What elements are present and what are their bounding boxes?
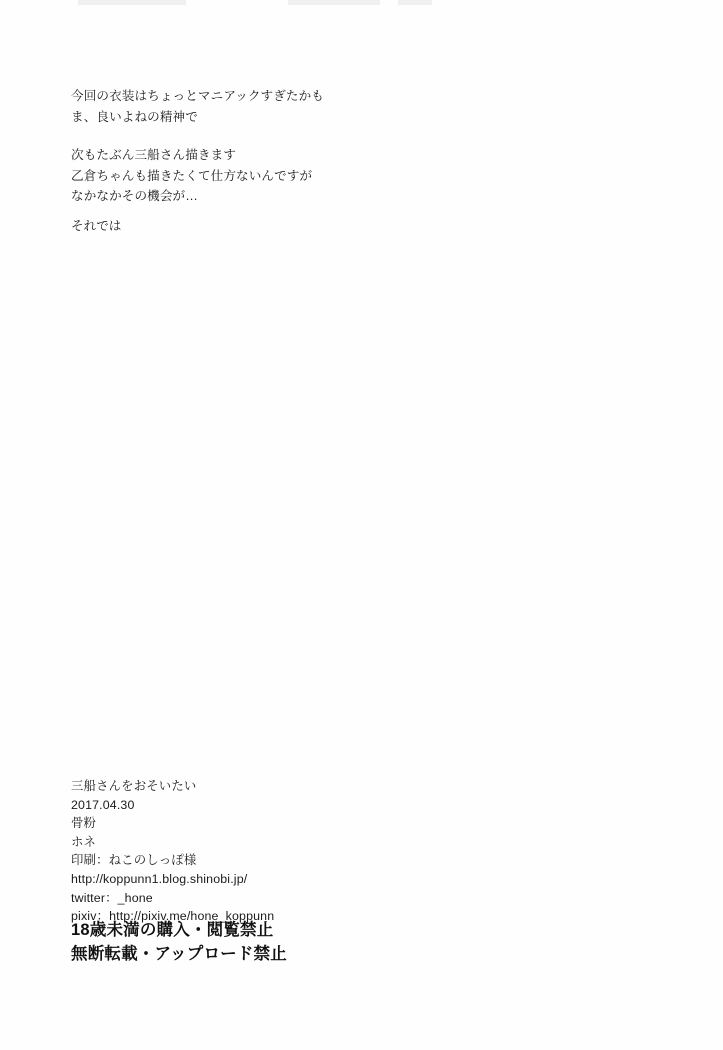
colophon-twitter: twitter：_hone: [71, 890, 153, 905]
afterword-line: 乙倉ちゃんも描きたくて仕方ないんですが: [71, 168, 313, 183]
afterword-closing: それでは: [71, 219, 122, 233]
afterword-line: ま、良いよねの精神で: [71, 109, 198, 124]
colophon-author: ホネ: [71, 834, 97, 849]
warning-line-age: 18歳未満の購入・閲覧禁止: [71, 921, 274, 939]
scan-artifact: [78, 0, 186, 5]
afterword-paragraph-2: [71, 145, 451, 207]
afterword-line: 今回の衣装はちょっとマニアックすぎたかも: [71, 89, 324, 103]
warning-line-reproduction: 無断転載・アップロード禁止: [71, 945, 287, 963]
colophon-title: 三船さんをおそいたい: [71, 779, 197, 793]
age-restriction-warning: [71, 918, 287, 966]
scan-artifact: [398, 0, 432, 5]
afterword-line: なかなかその機会が…: [71, 189, 198, 203]
afterword-line: 次もたぶん三船さん描きます: [71, 148, 237, 162]
colophon-pixiv: pixiv：http://pixiv.me/hone_koppunn: [71, 909, 275, 924]
colophon-circle: 骨粉: [71, 816, 97, 831]
colophon-block: [71, 777, 274, 926]
afterword-paragraph-1: [71, 86, 451, 127]
colophon-printer: 印刷：ねこのしっぽ様: [71, 853, 197, 868]
colophon-blog-url: http://koppunn1.blog.shinobi.jp/: [71, 871, 248, 886]
colophon-date: 2017.04.30: [71, 797, 135, 812]
afterword-text: [71, 86, 451, 207]
scan-artifact: [288, 0, 380, 5]
